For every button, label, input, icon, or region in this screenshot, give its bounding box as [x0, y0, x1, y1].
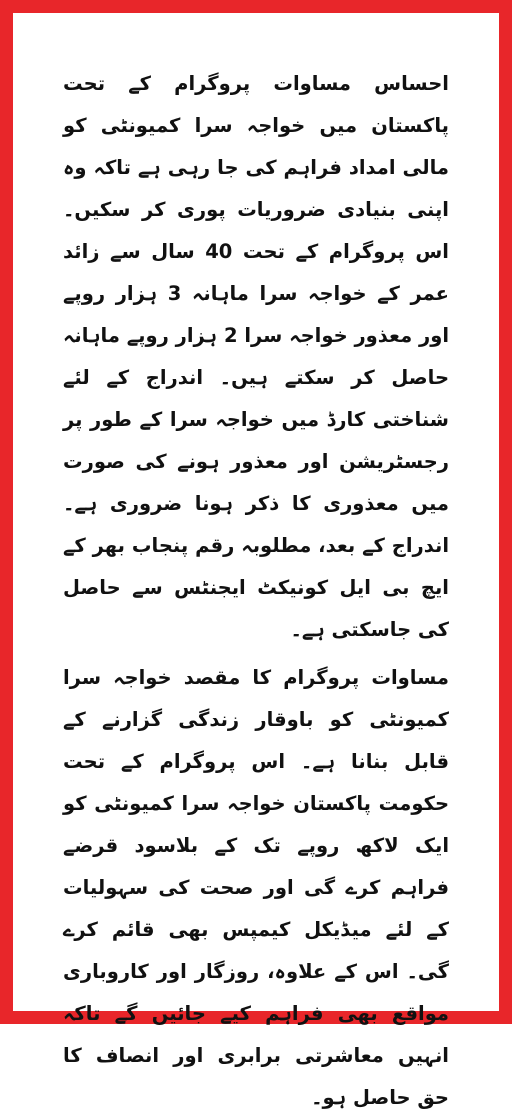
- article-paragraph-2: مساوات پروگرام کا مقصد خواجہ سرا کمیونٹی کو باوقار زندگی گزارنے کے قابل بنانا ہے۔ اس پروگرام کے تحت حکومت پاکستان خواجہ سرا کمیونٹی کو ایک لاکھ روپے تک کے بلاسود قرضے فراہم کرے گی اور صحت کی سہولیات کے لئے میڈیکل کیمپس بھی قائم کرے گی۔ اس کے علاوہ، روزگار اور کاروباری مواقع بھی فراہم کیے جائیں گے تاکہ انہیں معاشرتی برابری اور انصاف کا حق حاصل ہو۔: [63, 666, 449, 1109]
- article-body: [63, 63, 450, 1109]
- article-paragraph-1: احساس مساوات پروگرام کے تحت پاکستان میں خواجہ سرا کمیونٹی کو مالی امداد فراہم کی جا رہی ہے تاکہ وہ اپنی بنیادی ضروریات پوری کر سکیں۔ اس پروگرام کے تحت 40 سال سے زائد عمر کے خواجہ سرا ماہانہ 3 ہزار روپے اور معذور خواجہ سرا 2 ہزار روپے ماہانہ حاصل کر سکتے ہیں۔ اندراج کے لئے شناختی کارڈ میں خواجہ سرا کے طور پر رجسٹریشن اور معذور ہونے کی صورت میں معذوری کا ذکر ہونا ضروری ہے۔ اندراج کے بعد، مطلوبہ رقم پنجاب بھر کے ایچ بی ایل کونیکٹ ایجنٹس سے حاصل کی جاسکتی ہے۔: [63, 72, 450, 641]
